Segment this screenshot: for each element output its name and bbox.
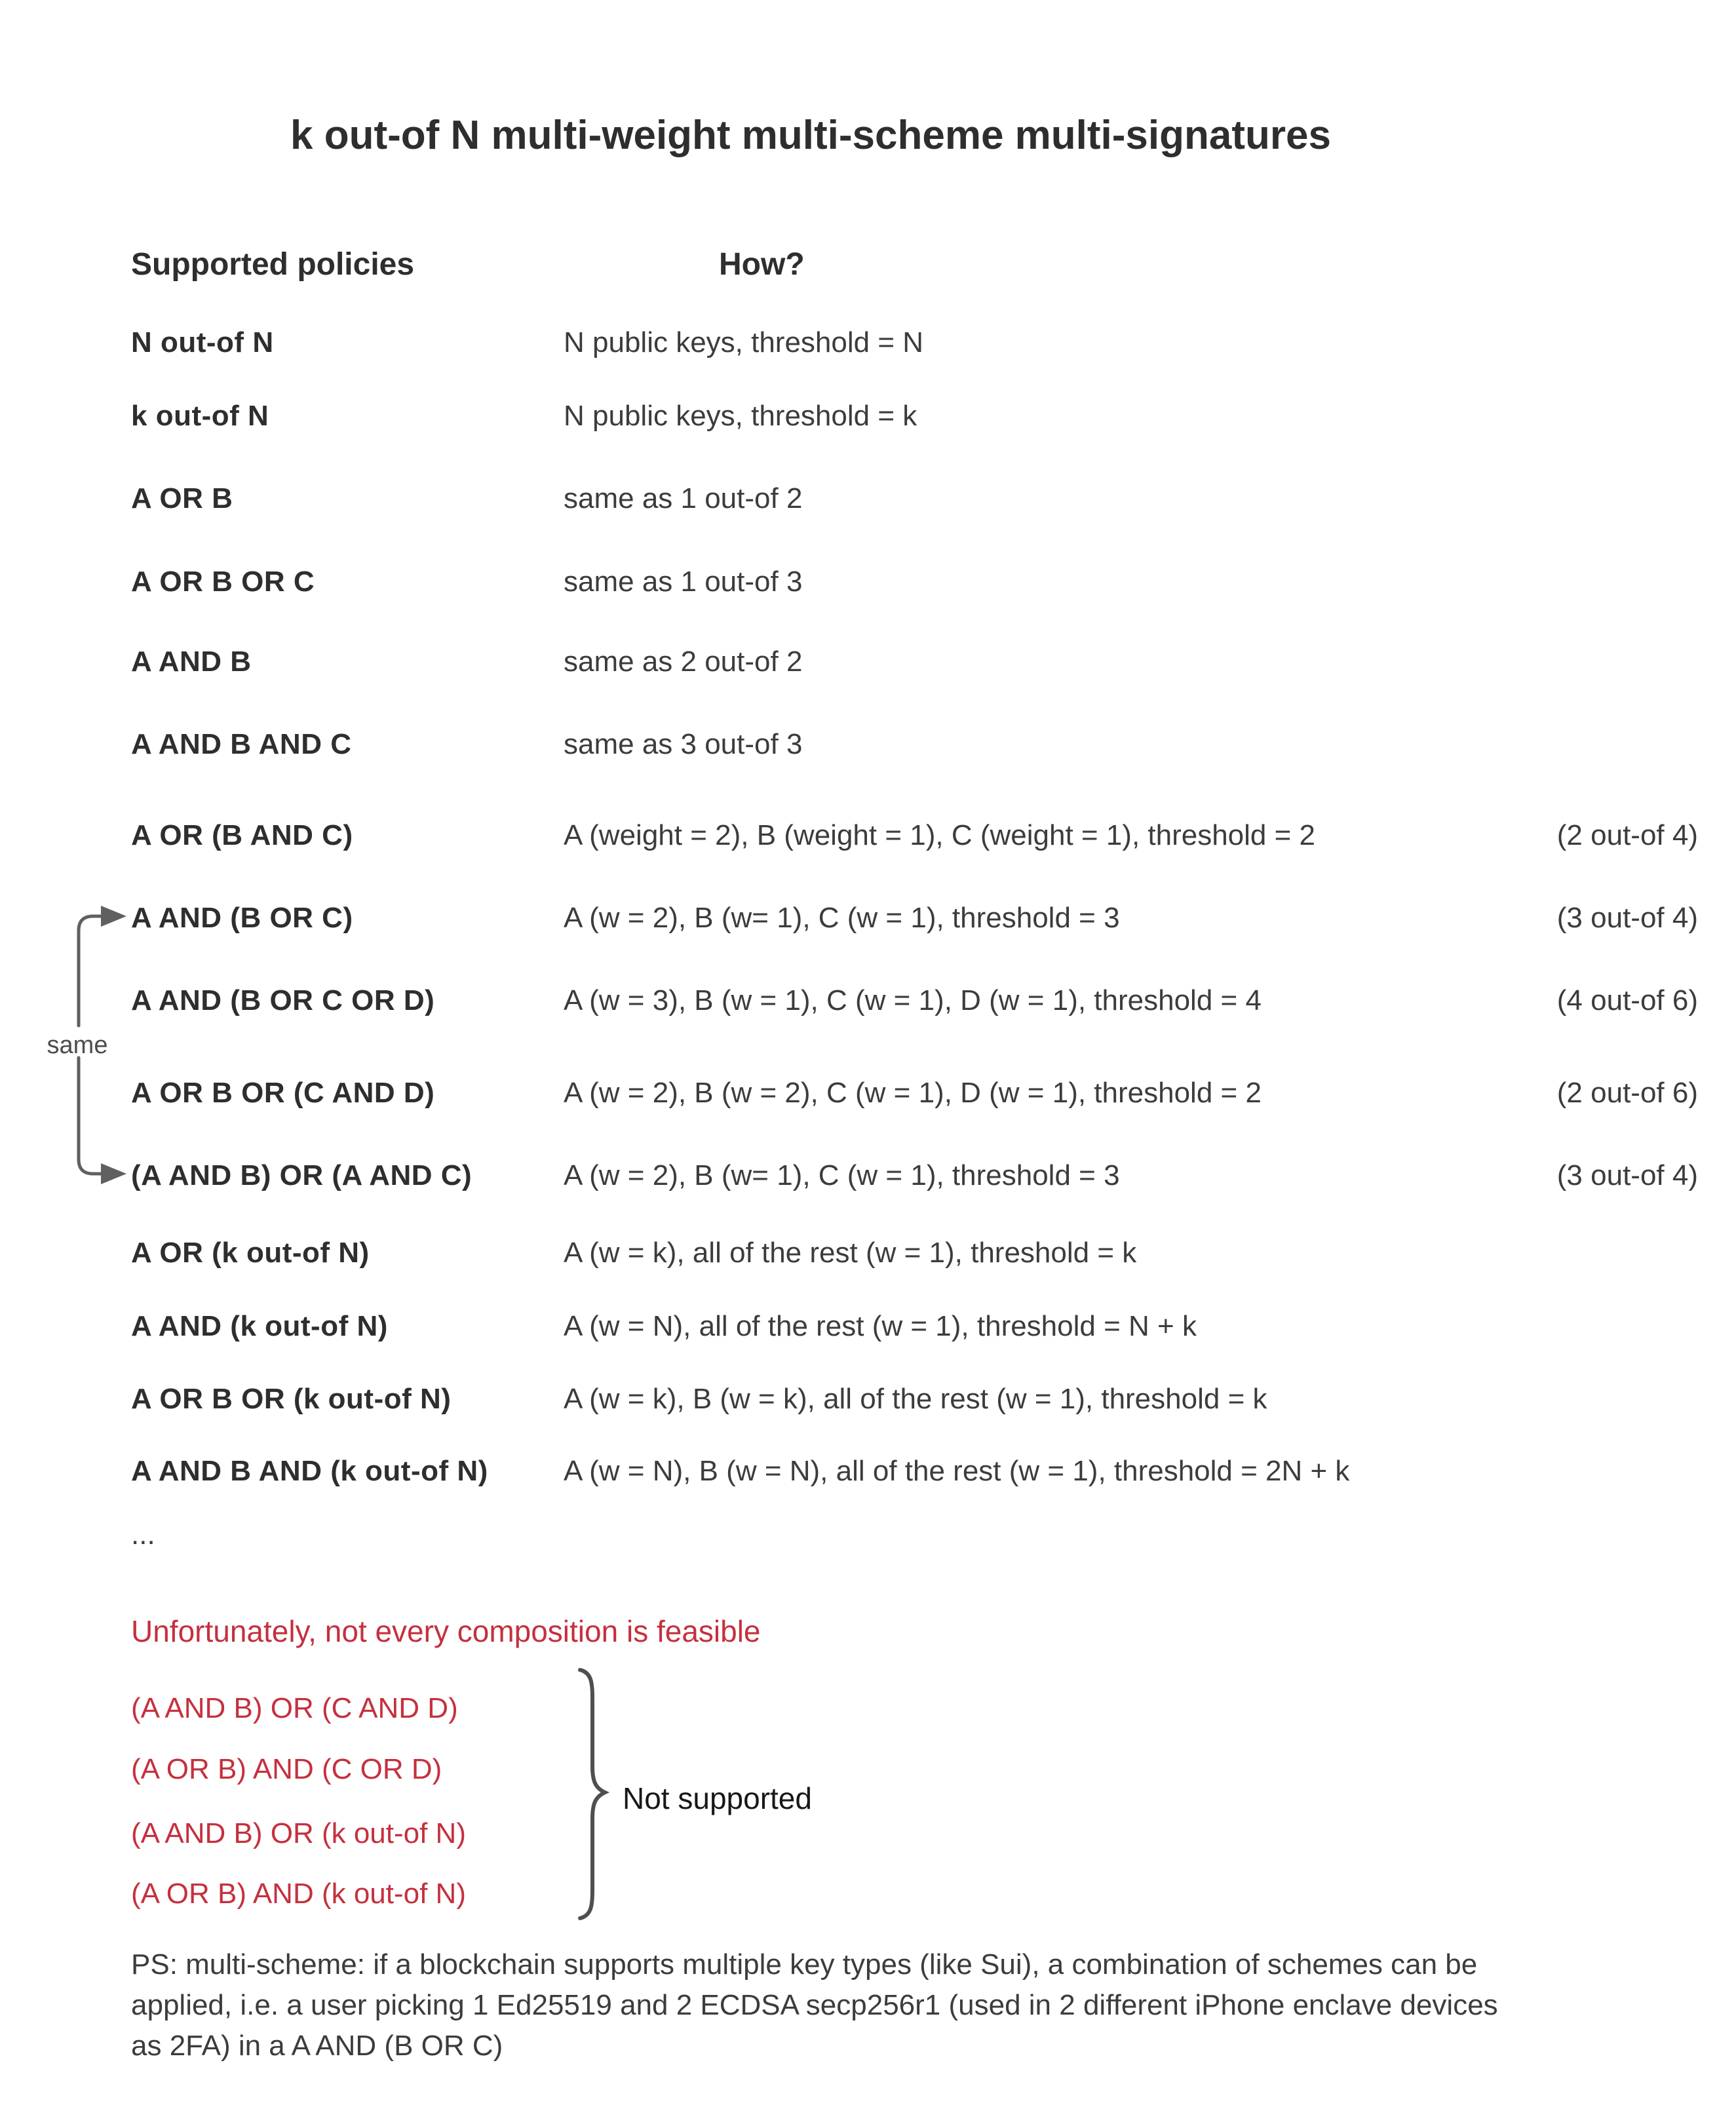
ps-line: applied, i.e. a user picking 1 Ed25519 and 2 ECDSA secp256r1 (used in 2 different iPhone enclave devices bbox=[131, 1989, 1498, 2021]
policy-label: A AND B AND C bbox=[131, 728, 352, 760]
how-text: same as 1 out-of 3 bbox=[564, 566, 803, 598]
policy-label: A AND (B OR C) bbox=[131, 902, 353, 934]
infeasible-heading: Unfortunately, not every composition is feasible bbox=[131, 1614, 761, 1648]
how-text: same as 3 out-of 3 bbox=[564, 728, 803, 760]
how-text: same as 2 out-of 2 bbox=[564, 646, 803, 678]
equivalence-note: (3 out-of 4) bbox=[1556, 1159, 1698, 1191]
table-row bbox=[0, 1155, 1736, 1196]
curly-brace bbox=[573, 1668, 609, 1920]
infeasible-item: (A OR B) AND (k out-of N) bbox=[131, 1878, 466, 1910]
table-row bbox=[0, 724, 1736, 765]
policy-label: A OR B OR C bbox=[131, 566, 315, 598]
how-text: A (w = k), B (w = k), all of the rest (w = 1), threshold = k bbox=[564, 1383, 1267, 1415]
how-text: N public keys, threshold = N bbox=[564, 326, 924, 358]
equivalence-note: (3 out-of 4) bbox=[1556, 902, 1698, 934]
header-supported-policies: Supported policies bbox=[131, 247, 415, 282]
how-text: N public keys, threshold = k bbox=[564, 400, 917, 432]
equivalence-note: (4 out-of 6) bbox=[1556, 984, 1698, 1016]
policy-label: A OR B bbox=[131, 482, 233, 514]
how-text: A (w = k), all of the rest (w = 1), threshold = k bbox=[564, 1237, 1137, 1269]
table-row bbox=[0, 1451, 1736, 1492]
how-text: A (w = 2), B (w = 2), C (w = 1), D (w = 1), threshold = 2 bbox=[564, 1077, 1262, 1109]
policy-label: (A AND B) OR (A AND C) bbox=[131, 1159, 473, 1191]
policy-label: A OR B OR (C AND D) bbox=[131, 1077, 435, 1109]
table-row bbox=[0, 815, 1736, 856]
table-row bbox=[0, 642, 1736, 682]
table-row bbox=[0, 322, 1736, 363]
policy-label: A AND (B OR C OR D) bbox=[131, 984, 435, 1016]
column-headers bbox=[0, 244, 1736, 285]
table-row bbox=[0, 1306, 1736, 1347]
how-text: A (w = N), all of the rest (w = 1), threshold = N + k bbox=[564, 1310, 1197, 1342]
ps-note bbox=[131, 1944, 1651, 2066]
table-row bbox=[0, 898, 1736, 938]
policy-label: A OR (B AND C) bbox=[131, 819, 353, 851]
table-row bbox=[0, 980, 1736, 1021]
how-text: A (w = 2), B (w= 1), C (w = 1), threshold = 3 bbox=[564, 902, 1120, 934]
table-row bbox=[0, 1233, 1736, 1273]
equivalence-note: (2 out-of 4) bbox=[1556, 819, 1698, 851]
infeasible-item: (A AND B) OR (C AND D) bbox=[131, 1692, 458, 1724]
policy-label: A OR (k out-of N) bbox=[131, 1237, 370, 1269]
table-row bbox=[0, 396, 1736, 436]
table-row bbox=[0, 1379, 1736, 1420]
page-title: k out-of N multi-weight multi-scheme multi-signatures bbox=[290, 113, 1331, 158]
policy-label: A AND (k out-of N) bbox=[131, 1310, 388, 1342]
how-text: A (w = 2), B (w= 1), C (w = 1), threshold = 3 bbox=[564, 1159, 1120, 1191]
policy-label: N out-of N bbox=[131, 326, 274, 358]
arrowhead-bottom bbox=[101, 1163, 126, 1184]
how-text: same as 1 out-of 2 bbox=[564, 482, 803, 514]
ellipsis: ... bbox=[131, 1518, 155, 1551]
infeasible-item: (A AND B) OR (k out-of N) bbox=[131, 1817, 466, 1849]
how-text: A (w = N), B (w = N), all of the rest (w = 1), threshold = 2N + k bbox=[564, 1455, 1350, 1487]
equivalence-note: (2 out-of 6) bbox=[1556, 1077, 1698, 1109]
not-supported-label: Not supported bbox=[623, 1781, 812, 1815]
same-label: same bbox=[47, 1032, 108, 1059]
policy-label: A AND B bbox=[131, 646, 252, 678]
arrowhead-top bbox=[101, 906, 126, 927]
ps-line: as 2FA) in a A AND (B OR C) bbox=[131, 2030, 503, 2062]
header-how: How? bbox=[719, 247, 805, 282]
how-text: A (w = 3), B (w = 1), C (w = 1), D (w = 1), threshold = 4 bbox=[564, 984, 1262, 1016]
policy-label: k out-of N bbox=[131, 400, 269, 432]
ps-line: PS: multi-scheme: if a blockchain supports multiple key types (like Sui), a combination of schemes can be bbox=[131, 1948, 1478, 1981]
how-text: A (weight = 2), B (weight = 1), C (weight = 1), threshold = 2 bbox=[564, 819, 1316, 851]
policy-label: A AND B AND (k out-of N) bbox=[131, 1455, 488, 1487]
infeasible-item: (A OR B) AND (C OR D) bbox=[131, 1753, 442, 1785]
policy-label: A OR B OR (k out-of N) bbox=[131, 1383, 452, 1415]
table-row bbox=[0, 562, 1736, 602]
table-row bbox=[0, 478, 1736, 519]
table-row bbox=[0, 1073, 1736, 1113]
